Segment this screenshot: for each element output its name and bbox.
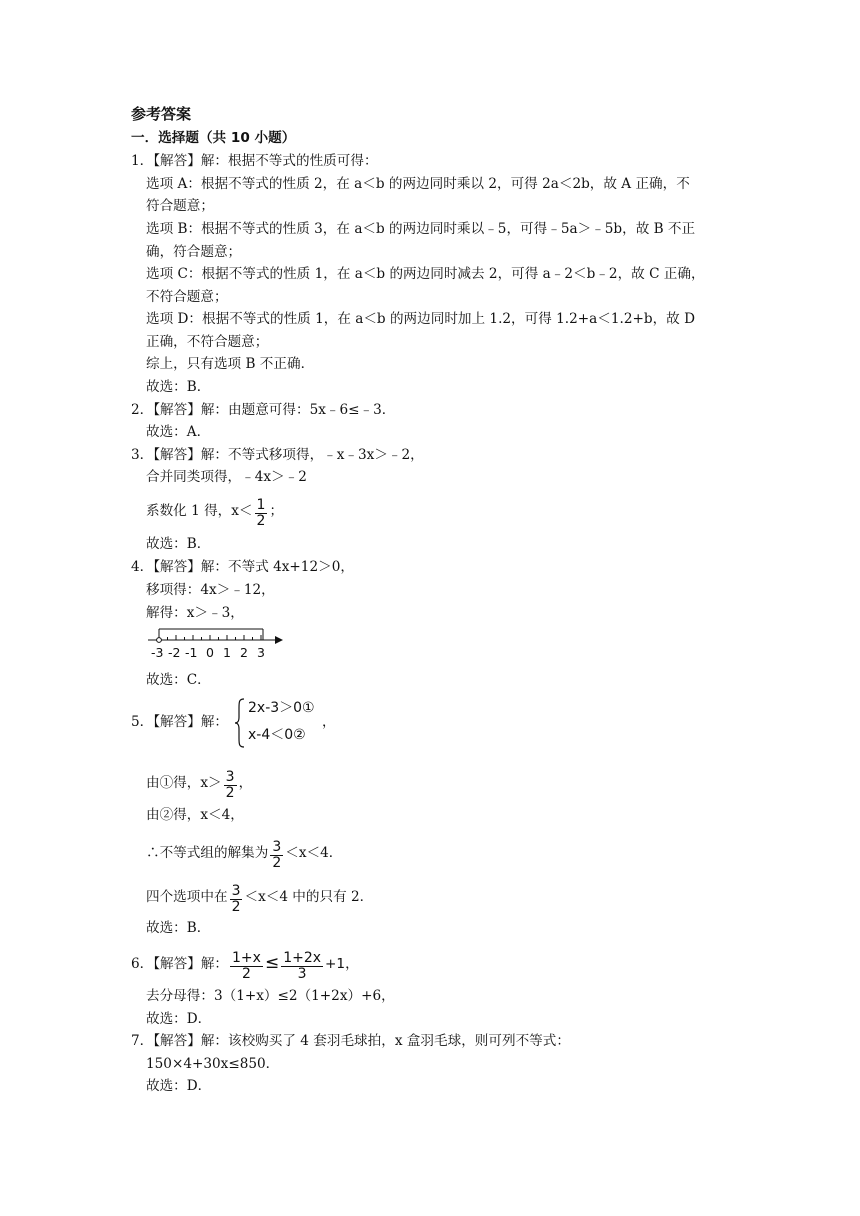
fraction-numerator: 3 bbox=[231, 883, 241, 899]
q5-punct: ， bbox=[238, 775, 253, 791]
q5-text: ∴不等式组的解集为 bbox=[146, 845, 269, 861]
q1-line: 综上，只有选项 B 不正确． bbox=[146, 356, 315, 372]
fraction-denominator: 2 bbox=[231, 899, 241, 915]
fraction-three-halves bbox=[230, 884, 243, 915]
number-line-arrow bbox=[275, 636, 283, 644]
fraction-three-halves bbox=[224, 770, 237, 801]
q5-line bbox=[146, 770, 252, 801]
q1-line: 选项 C：根据不等式的性质 1，在 a＜b 的两边同时减去 2，可得 a﹣2＜b﹣2，故 C 正确， bbox=[146, 266, 705, 282]
number-line-tick-label: 2 bbox=[240, 645, 248, 660]
q1-line: 确，符合题意； bbox=[146, 244, 242, 260]
q3-line bbox=[146, 498, 283, 529]
q4-line: 移项得：4x＞﹣12， bbox=[146, 582, 275, 598]
q4-line: 解得：x＞﹣3， bbox=[146, 605, 244, 621]
q5-line bbox=[146, 840, 342, 871]
q7-answer: 故选：D． bbox=[146, 1078, 212, 1094]
section-heading: 一．选择题（共 10 小题） bbox=[131, 130, 296, 146]
q1-line: 1．【解答】解：根据不等式的性质可得： bbox=[131, 153, 378, 169]
page-title: 参考答案 bbox=[131, 105, 192, 123]
number-line-labels bbox=[145, 645, 285, 661]
relation-symbol: ≤ bbox=[264, 953, 280, 973]
q5-line: 5．【解答】解： bbox=[131, 714, 229, 730]
q5-text: 由①得，x＞ bbox=[146, 775, 222, 791]
q5-text: ＜x＜4． bbox=[285, 845, 343, 861]
q1-line: 选项 A：根据不等式的性质 2，在 a＜b 的两边同时乘以 2，可得 2a＜2b，故 A 正确，不 bbox=[146, 176, 690, 192]
q1-line: 不符合题意； bbox=[146, 289, 228, 305]
fraction-numerator: 1+x bbox=[232, 950, 261, 966]
q3-line: 合并同类项得，﹣4x＞﹣2 bbox=[146, 469, 307, 485]
q2-answer: 故选：A． bbox=[146, 424, 211, 440]
q6-answer: 故选：D． bbox=[146, 1011, 212, 1027]
number-line-tick-label: 3 bbox=[257, 645, 265, 660]
fraction-denominator: 2 bbox=[272, 855, 282, 871]
fraction-denominator: 2 bbox=[256, 513, 266, 529]
q1-line: 正确，不符合题意； bbox=[146, 334, 269, 350]
system-equation-1: 2x-3＞0① bbox=[248, 700, 315, 716]
fraction-denominator: 2 bbox=[242, 966, 251, 982]
q7-line: 7．【解答】解：该校购买了 4 套羽毛球拍，x 盒羽毛球，则可列不等式： bbox=[131, 1033, 570, 1049]
fraction-numerator: 1+2x bbox=[283, 950, 322, 966]
q3-text: 系数化 1 得，x＜ bbox=[146, 503, 253, 519]
fraction-numerator: 1 bbox=[256, 497, 266, 513]
q5-comma: ， bbox=[322, 714, 336, 730]
system-brace bbox=[234, 698, 246, 748]
number-line-tick-label: 0 bbox=[206, 645, 214, 660]
number-line-tick-label: 1 bbox=[223, 645, 231, 660]
fraction-numerator: 3 bbox=[225, 769, 235, 785]
number-line-tick-label: -3 bbox=[151, 645, 164, 660]
q5-line bbox=[146, 884, 373, 915]
fraction-denominator: 3 bbox=[297, 966, 307, 982]
q2-line: 2．【解答】解：由题意可得：5x﹣6≤﹣3． bbox=[131, 402, 396, 418]
q6-text: +1， bbox=[325, 956, 359, 972]
q1-line: 选项 B：根据不等式的性质 3，在 a＜b 的两边同时乘以﹣5，可得﹣5a＞﹣5b，故 B 不正 bbox=[146, 221, 696, 237]
q3-answer: 故选：B． bbox=[146, 536, 211, 552]
q4-answer: 故选：C． bbox=[146, 672, 211, 688]
q4-line: 4．【解答】解：不等式 4x+12＞0， bbox=[131, 559, 354, 575]
q3-punct: ； bbox=[269, 503, 284, 519]
q5-text: 四个选项中在 bbox=[146, 889, 228, 905]
q7-line: 150×4+30x≤850． bbox=[146, 1056, 280, 1072]
q5-line: 由②得，x＜4， bbox=[146, 807, 244, 823]
fraction-left bbox=[230, 951, 263, 982]
number-line-tick-label: -1 bbox=[185, 645, 198, 660]
q5-text: ＜x＜4 中的只有 2． bbox=[244, 889, 374, 905]
fraction-denominator: 2 bbox=[225, 785, 235, 801]
q6-text: 6．【解答】解： bbox=[131, 956, 229, 972]
system-equation-2: x-4＜0② bbox=[248, 727, 306, 743]
q1-line: 符合题意； bbox=[146, 198, 214, 214]
fraction-three-halves bbox=[270, 840, 283, 871]
q6-line: 去分母得：3（1+x）≤2（1+2x）+6， bbox=[146, 988, 395, 1004]
q1-line: 选项 D：根据不等式的性质 1，在 a＜b 的两边同时加上 1.2，可得 1.2+a＜1.2+b，故 D bbox=[146, 311, 695, 327]
q5-answer: 故选：B． bbox=[146, 920, 211, 936]
number-line-tick-label: -2 bbox=[168, 645, 181, 660]
fraction-numerator: 3 bbox=[272, 839, 282, 855]
fraction-one-half bbox=[255, 498, 268, 529]
q1-answer: 故选：B． bbox=[146, 379, 211, 395]
open-point bbox=[157, 638, 162, 643]
fraction-right bbox=[281, 951, 323, 982]
q3-line: 3．【解答】解：不等式移项得，﹣x﹣3x＞﹣2， bbox=[131, 447, 424, 463]
number-line-ticks bbox=[159, 635, 261, 640]
q6-line bbox=[131, 951, 359, 982]
